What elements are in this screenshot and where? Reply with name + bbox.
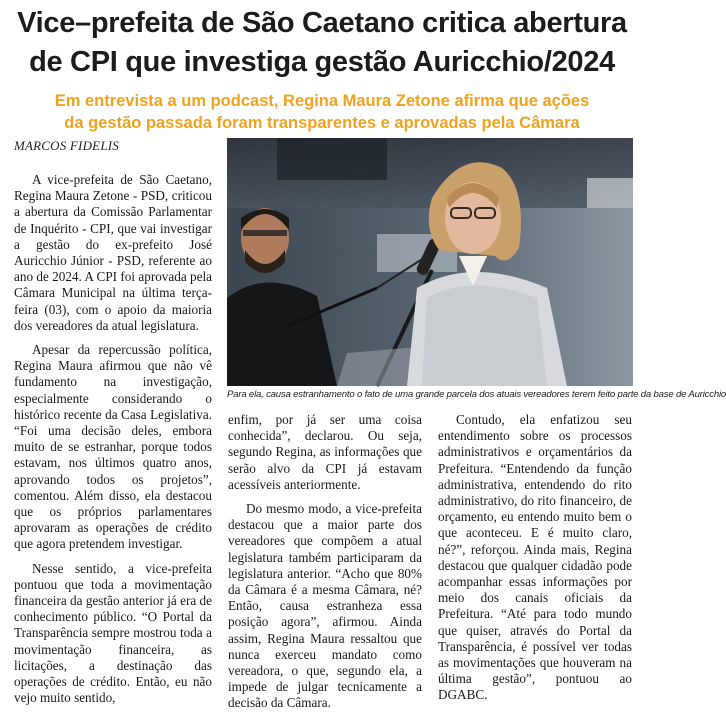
article-column-2 (228, 412, 422, 712)
photo-illustration (227, 138, 633, 386)
subheadline-line-1: Em entrevista a um podcast, Regina Maura Zetone afirma que ações (54, 92, 590, 110)
headline (0, 4, 644, 82)
article-photo (227, 138, 633, 386)
byline: MARCOS FIDELIS (14, 138, 119, 153)
subheadline-line-2: da gestão passada foram transparentes e aprovadas pela Câmara (64, 114, 580, 132)
photo-caption: Para ela, causa estranhamento o fato de uma grande parcela dos atuais vereadores terem feito parte da base de Auricchio (227, 389, 726, 400)
paragraph: Do mesmo modo, a vice-prefeita destacou que a maior parte dos vereadores que compõem a atual legislatura também participaram da legislatura anterior. “Acho que 80% da Câmara é a mesma Câmara, né? Então, causa estranheza essa posição agora”, afirmou. Ainda assim, Regina Maura ressaltou que nunca exerceu mandato como vereadora, o que, segundo ela, a impede de julgar tecnicamente a decisão da Câmara. (228, 501, 422, 711)
paragraph: Apesar da repercussão política, Regina Maura afirmou que não vê fundamento na investigação, especialmente considerando o histórico recente da Casa Legislativa. “Foi uma decisão deles, embora muito de se estranhar, porque todos estavam, nos últimos quatro anos, aprovando todos os projetos”, comentou. Além disso, ela destacou que os próprios parlamentares aprovaram as operações de crédito que agora pretendem investigar. (14, 342, 212, 552)
paragraph: enfim, por já ser uma coisa conhecida”, declarou. Ou seja, segundo Regina, as informações que serão alvo da CPI já estavam acessíveis anteriormente. (228, 412, 422, 492)
paragraph: Nesse sentido, a vice-prefeita pontuou que toda a movimentação financeira da gestão anterior já era de conhecimento público. “O Portal da Transparência sempre mostrou toda a movimentação financeira, as licitações, a destinação das operações de crédito. Então, eu não vejo muito sentido, (14, 560, 212, 706)
headline-line-1: Vice–prefeita de São Caetano critica abertura (17, 7, 627, 39)
paragraph: Contudo, ela enfatizou seu entendimento sobre os processos administrativos e orçamentários da Prefeitura. “Entendendo da função administrativa, entendendo do rito administrativo, do rito financeiro, de orçamento, eu entendo muito bem o que aconteceu. E é muito claro, né?”, reforçou. Ainda mais, Regina destacou que qualquer cidadão pode acompanhar essas informações por meio dos canais oficiais da Prefeitura. “Até para todo mundo que quiser, através do Portal da Transparência, é possível ver todas as movimentações que houveram na última gestão”, pontuou ao DGABC. (438, 412, 632, 703)
headline-line-2: de CPI que investiga gestão Auricchio/2024 (29, 46, 615, 78)
paragraph: A vice-prefeita de São Caetano, Regina Maura Zetone - PSD, criticou a abertura da Comissão Parlamentar de Inquérito - CPI, que vai investigar a gestão do ex-prefeito José Auricchio Júnior - PSD, referente ao ano de 2024. A CPI foi aprovada pela Câmara Municipal na última terça-feira (03), com o apoio da maioria dos vereadores da atual legislatura. (14, 172, 212, 333)
subheadline (0, 90, 644, 134)
article-column-3 (438, 412, 632, 704)
article-column-1 (14, 172, 212, 707)
